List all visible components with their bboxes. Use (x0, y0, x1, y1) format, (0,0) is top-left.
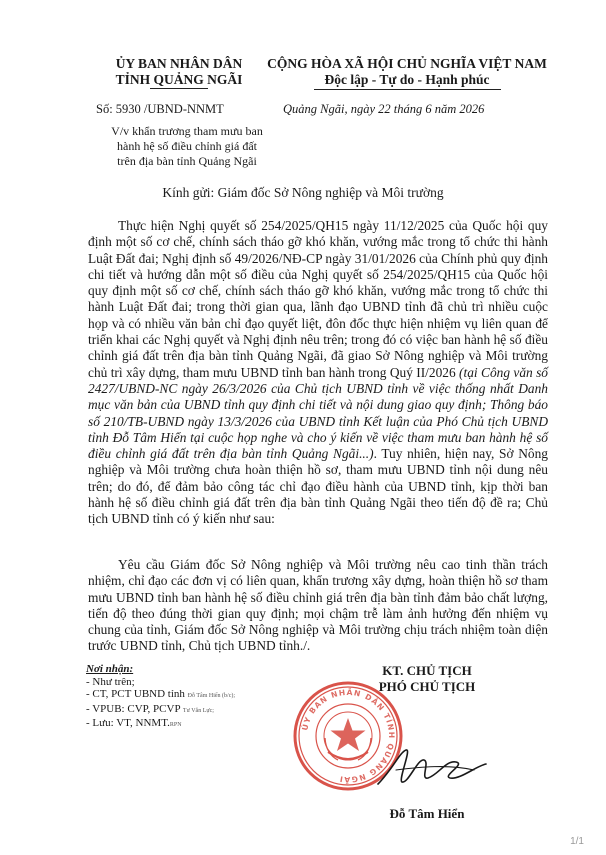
subject-line: V/v khẩn trương tham mưu ban (111, 124, 263, 138)
handwritten-note: RPN (169, 722, 182, 728)
recipients-title: Nơi nhận: (86, 663, 134, 675)
doc-subject (94, 124, 280, 169)
recipients-block (86, 663, 235, 732)
body-paragraph-1 (88, 218, 548, 528)
body-paragraph-2: Yêu cầu Giám đốc Sở Nông nghiệp và Môi trường nêu cao tinh thần trách nhiệm, chỉ đạo các đơn vị có liên quan, khẩn trương xây dựng, hoàn thiện hồ sơ tham mưu UBND tỉnh ban hành hệ số điều chỉnh giá trên địa bàn tỉnh đảm bảo chất lượng, tiến độ theo đúng thời gian quy định; mọi chậm trễ làm ảnh hưởng đến nhiệm vụ chung của tỉnh, Giám đốc Sở Nông nghiệp và Môi trường chịu trách nhiệm toàn diện trước UBND tỉnh, Chủ tịch UBND tỉnh./. (88, 557, 548, 654)
org-underline (150, 88, 208, 89)
body-citation: (tại Công văn số 2427/UBND-NC ngày 26/3/2026 của Chủ tịch UBND tỉnh về việc thống nhất Danh mục văn bản của UBND tỉnh quy định chi tiết và nội dung giao quy định; Thông báo số 210/TB-UBND ngày 13/3/2026 của UBND tỉnh Kết luận của Phó Chủ tịch UBND tỉnh Đỗ Tâm Hiển tại cuộc họp nghe và cho ý kiến về việc tham mưu ban hành hệ số điều chỉnh giá đất trên địa bàn tỉnh Quảng Ngãi...) (88, 364, 548, 462)
nation-header (262, 56, 552, 88)
handwritten-note: Đỗ Tâm Hiển (b/c); (187, 693, 236, 699)
motto-underline (314, 89, 501, 90)
org-line1: ỦY BAN NHÂN DÂN (115, 56, 243, 71)
recipient-text: - Lưu: VT, NNMT. (86, 717, 170, 729)
recipient-item: - Như trên; (86, 675, 135, 688)
nation-line1: CỘNG HÒA XÃ HỘI CHỦ NGHĨA VIỆT NAM (267, 56, 547, 71)
org-name (104, 56, 254, 88)
salutation: Kính gửi: Giám đốc Sở Nông nghiệp và Môi trường (162, 185, 444, 200)
subject-line: hành hệ số điều chỉnh giá đất (117, 139, 257, 153)
nation-line2: Độc lập - Tự do - Hạnh phúc (324, 72, 490, 87)
handwritten-note: Tư Văn Lực; (182, 707, 214, 714)
signature-line2: PHÓ CHỦ TỊCH (378, 679, 476, 694)
svg-text:ỦY BAN NHÂN DÂN TỈNH QUẢNG NGÃ: ỦY BAN NHÂN DÂN TỈNH QUẢNG NGÃI (300, 687, 397, 785)
place-date: Quảng Ngãi, ngày 22 tháng 6 năm 2026 (283, 102, 485, 116)
signature-line1: KT. CHỦ TỊCH (382, 663, 472, 678)
subject-line: trên địa bàn tỉnh Quảng Ngãi (117, 154, 257, 168)
recipient-text: - VPUB: CVP, PCVP (86, 702, 181, 715)
recipient-text: - CT, PCT UBND tỉnh (86, 688, 185, 700)
org-line2: TỈNH QUẢNG NGÃI (115, 72, 243, 87)
recipient-item (86, 688, 235, 703)
page-number: 1/1 (570, 836, 584, 847)
handwritten-signature-icon (372, 740, 492, 796)
recipient-item (86, 717, 235, 732)
recipient-item (86, 703, 235, 718)
signer-name: Đỗ Tâm Hiển (389, 806, 465, 821)
doc-number: Số: 5930 /UBND-NNMT (96, 102, 224, 116)
body-text-segment: . Tuy nhiên, hiện nay, Sở Nông nghiệp và Môi trường chưa hoàn thiện hồ sơ, tham mưu UBND tỉnh nội dung nêu trên; do đó, để đảm bảo công tác chỉ đạo điều hành của UBND tỉnh, kịp thời ban hành hệ số điều chỉnh giá đất trên địa bàn tỉnh Quảng Ngãi theo tiến độ đề ra; Chủ tịch UBND tỉnh có ý kiến như sau: (88, 446, 548, 527)
body-text-segment: Thực hiện Nghị quyết số 254/2025/QH15 ngày 11/12/2025 của Quốc hội quy định một số cơ chế, chính sách tháo gỡ khó khăn, vướng mắc trong tổ chức thi hành Luật Đất đai; Nghị định số 49/2026/NĐ-CP ngày 31/01/2026 của Chính phủ quy định chi tiết và hướng dẫn một số điều của Nghị quyết số 254/2025/QH15 của Quốc hội quy định một số cơ chế, chính sách tháo gỡ khó khăn, vướng mắc trong tổ chức thi hành Luật Đất đai; trong thời gian qua, lãnh đạo UBND tỉnh đã chủ trì nhiều cuộc họp và có nhiều văn bản chỉ đạo quyết liệt, đôn đốc thực hiện nhiệm vụ liên quan để triển khai các Nghị quyết và Nghị định nêu trên; trong đó có việc ban hành hệ số điều chỉnh giá đất trên địa bàn tỉnh Quảng Ngãi, đã giao Sở Nông nghiệp và Môi trường chủ trì xây dựng, tham mưu UBND tỉnh ban hành trong Quý II/2026 (88, 218, 548, 380)
